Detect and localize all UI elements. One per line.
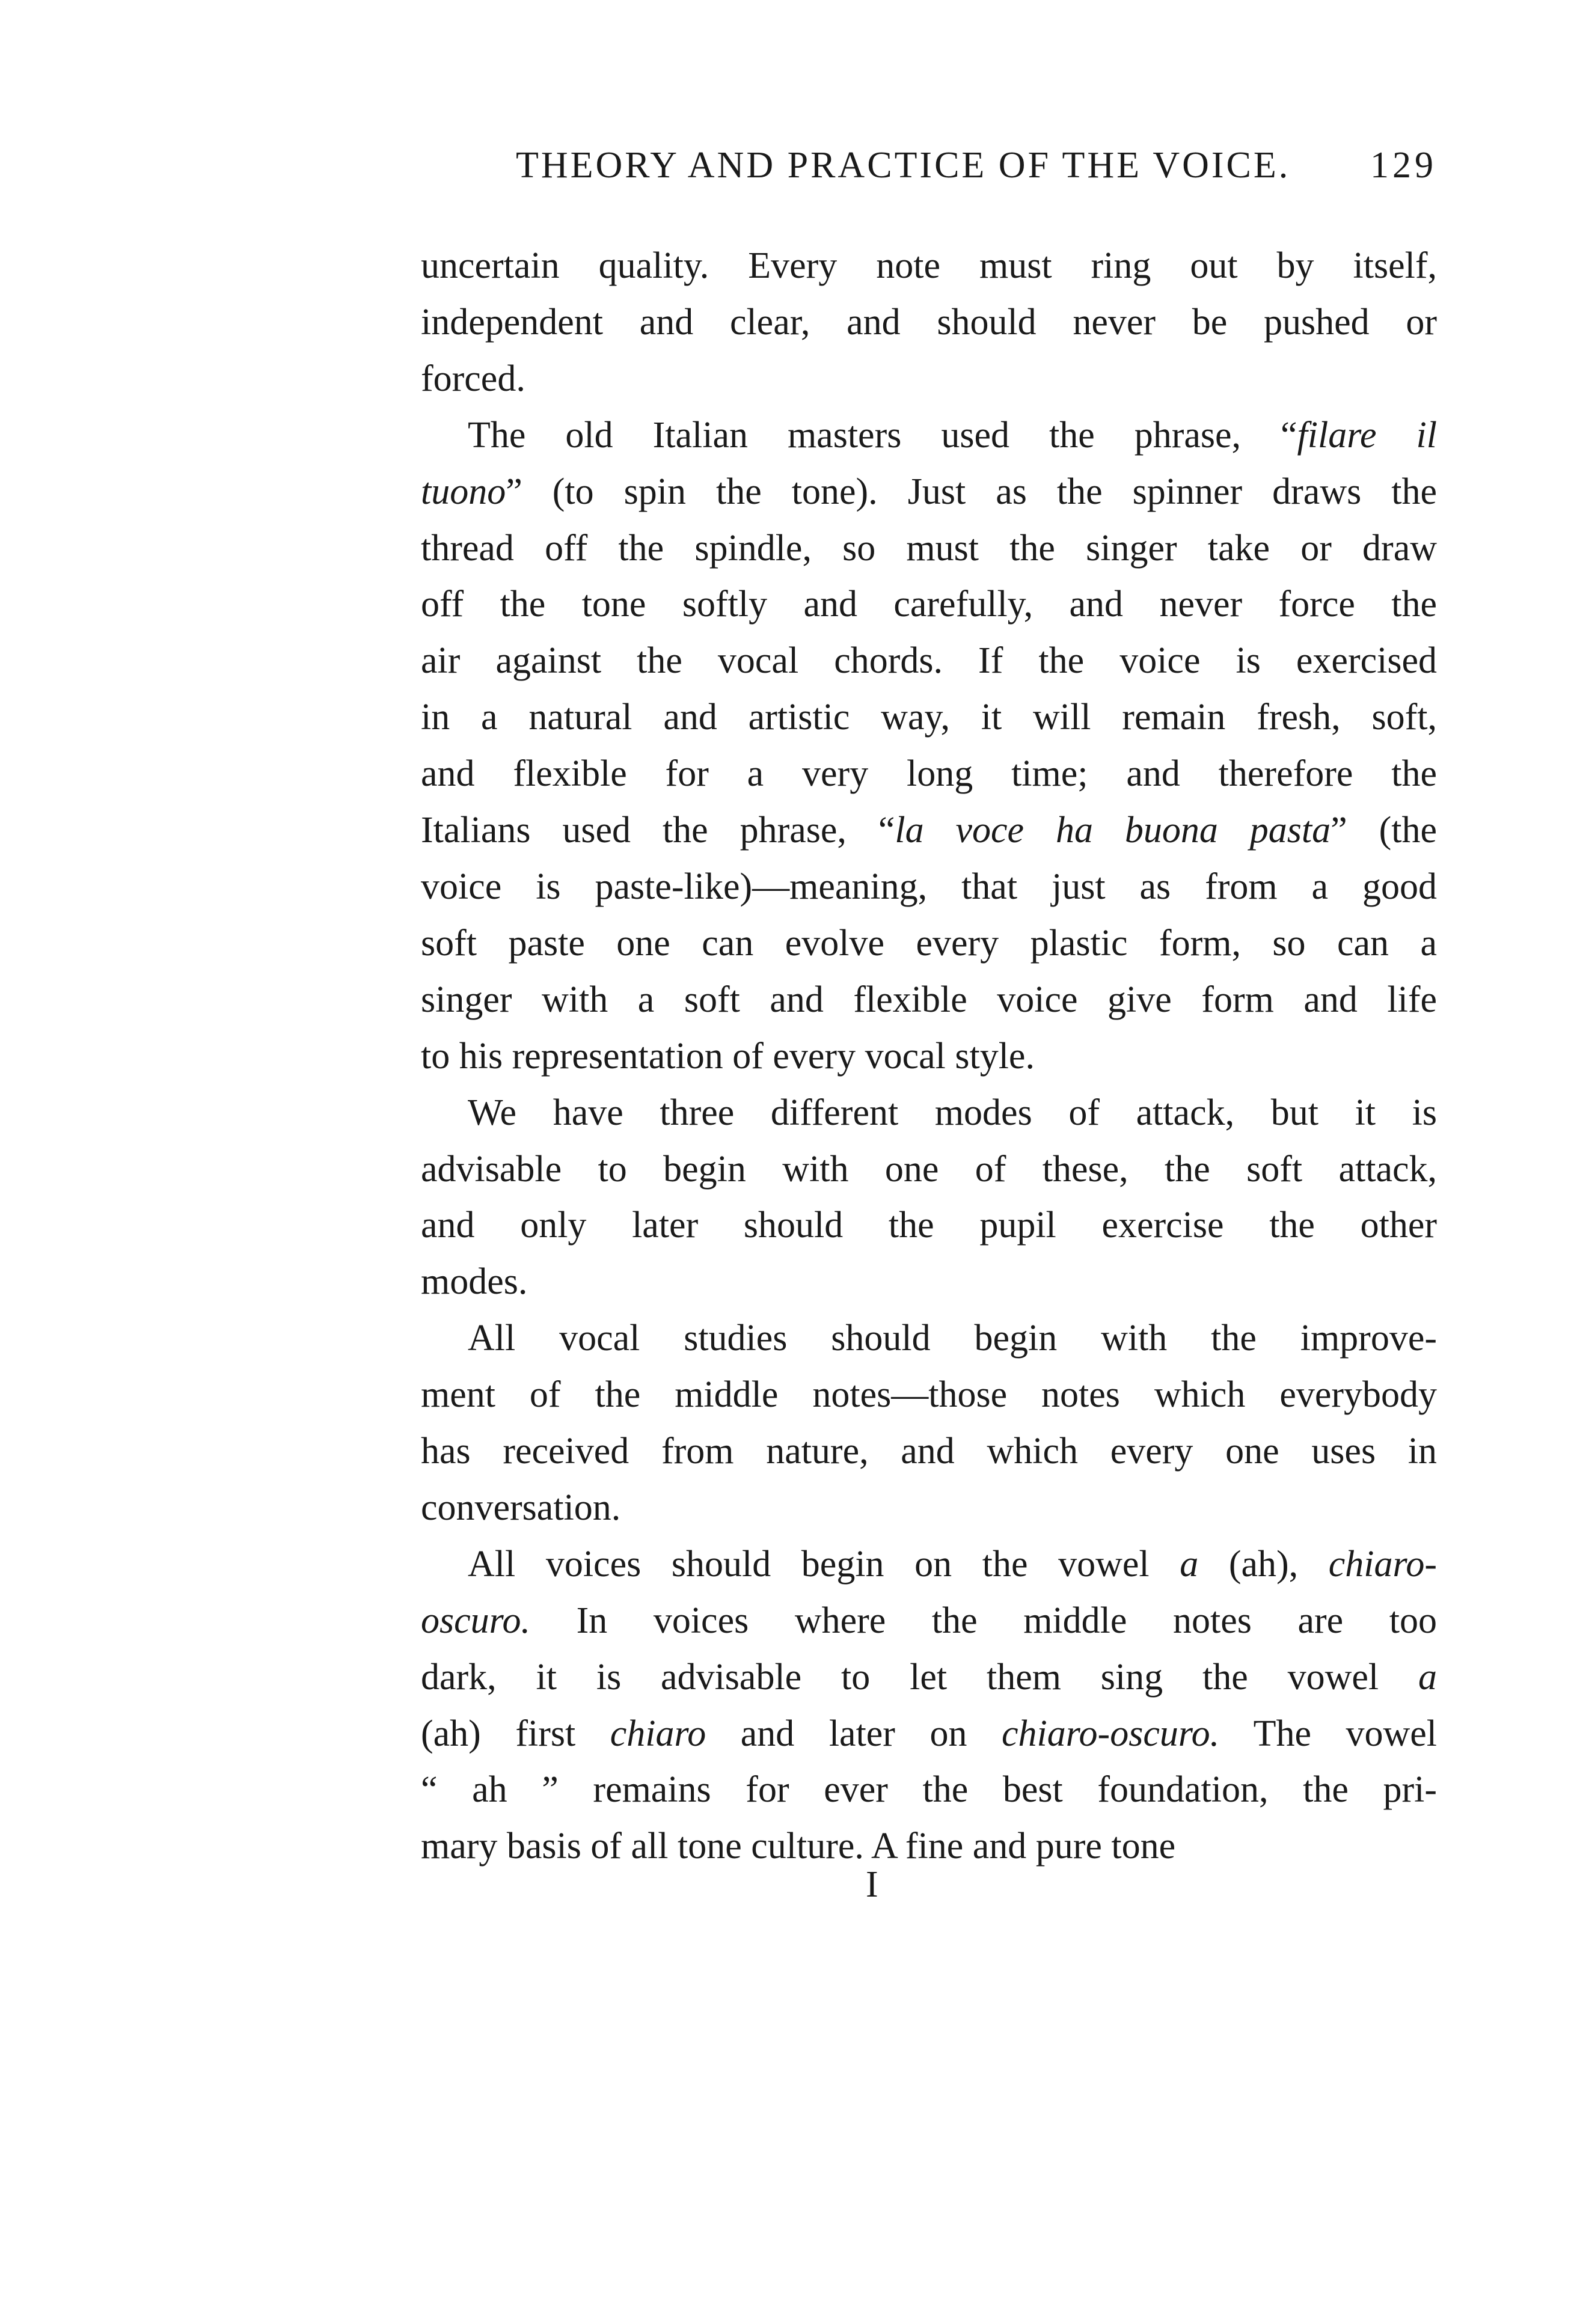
- paragraph: [421, 1085, 1437, 1311]
- text-line: [421, 1818, 1437, 1875]
- text-line: [421, 1650, 1437, 1706]
- italic-phrase: a: [1180, 1543, 1199, 1585]
- text-line: [421, 972, 1437, 1029]
- italic-phrase: chiaro: [610, 1713, 706, 1754]
- text-line: [421, 633, 1437, 690]
- text-line: [421, 408, 1437, 464]
- text-line: and only later should the pupil exercise the other: [421, 1205, 1437, 1246]
- italic-phrase: oscuro.: [421, 1600, 530, 1641]
- paragraph: [421, 1537, 1437, 1875]
- italic-phrase: la voce ha buona pasta: [895, 810, 1331, 851]
- text-line: [421, 803, 1437, 859]
- text-run: In voices where the middle notes are too: [530, 1600, 1437, 1641]
- text-run: dark, it is advisable to let them sing the vowel: [421, 1656, 1418, 1698]
- text-line: has received from nature, and which every one uses in: [421, 1431, 1437, 1472]
- text-line: independent and clear, and should never be pushed or: [421, 301, 1437, 343]
- text-line: [421, 576, 1437, 633]
- text-line: [421, 1537, 1437, 1593]
- running-head: [421, 141, 1437, 189]
- text-run: ” (the: [1331, 810, 1437, 851]
- text-run: “ ah ” remains for ever the best foundation, the pri-: [421, 1769, 1437, 1811]
- text-run: All voices should begin on the vowel: [468, 1543, 1180, 1585]
- text-line: ment of the middle notes—those notes which everybody: [421, 1374, 1437, 1416]
- text-line: modes.: [421, 1261, 528, 1303]
- text-run: soft paste one can evolve every plastic form, so can a: [421, 922, 1437, 964]
- running-title: THEORY AND PRACTICE OF THE VOICE.: [516, 145, 1291, 186]
- text-run: and flexible for a very long time; and therefore the: [421, 753, 1437, 795]
- text-run: air against the vocal chords. If the voice is exercised: [421, 640, 1437, 682]
- text-run: Italians used the phrase, “: [421, 810, 895, 851]
- text-run: in a natural and artistic way, it will remain fresh, soft,: [421, 697, 1437, 738]
- italic-phrase: filare il: [1297, 414, 1437, 456]
- text-line: We have three different modes of attack, but it is: [468, 1092, 1437, 1133]
- text-line: [421, 690, 1437, 746]
- text-line: [421, 464, 1437, 521]
- page-number: 129: [1370, 145, 1437, 186]
- text-line: [421, 1762, 1437, 1818]
- body-text: [421, 238, 1437, 1875]
- text-line: conversation.: [421, 1487, 621, 1528]
- text-line: [421, 1593, 1437, 1650]
- text-run: off the tone softly and carefully, and never force the: [421, 584, 1437, 625]
- italic-phrase: chiaro-oscuro.: [1001, 1713, 1220, 1754]
- text-run: voice is paste-like)—meaning, that just as from a good: [421, 866, 1437, 907]
- text-run: (ah),: [1198, 1543, 1329, 1585]
- text-line: [421, 746, 1437, 803]
- text-line: [421, 1706, 1437, 1763]
- signature-mark: I: [866, 1864, 878, 1905]
- paragraph: [421, 408, 1437, 1085]
- text-line: [421, 1029, 1437, 1085]
- text-line: uncertain quality. Every note must ring out by itself,: [421, 245, 1437, 286]
- text-run: (ah) first: [421, 1713, 610, 1754]
- text-run: The old Italian masters used the phrase, “: [468, 414, 1297, 456]
- text-run: thread off the spindle, so must the singer take or draw: [421, 527, 1437, 569]
- paragraph: [421, 238, 1437, 408]
- italic-phrase: tuono: [421, 471, 506, 512]
- text-line: advisable to begin with one of these, the soft attack,: [421, 1148, 1437, 1190]
- text-run: to his representation of every vocal style.: [421, 1035, 1035, 1077]
- text-line: [421, 916, 1437, 972]
- text-line: forced.: [421, 358, 525, 399]
- text-line: All vocal studies should begin with the improve-: [468, 1318, 1437, 1359]
- text-run: singer with a soft and flexible voice give form and life: [421, 979, 1437, 1020]
- paragraph: [421, 1310, 1437, 1537]
- italic-phrase: chiaro-: [1328, 1543, 1437, 1585]
- text-line: [421, 521, 1437, 577]
- text-run: mary basis of all tone culture. A fine and pure tone: [421, 1826, 1176, 1867]
- text-line: [421, 859, 1437, 916]
- text-run: ” (to spin the tone). Just as the spinner draws the: [506, 471, 1437, 512]
- text-run: and later on: [706, 1713, 1002, 1754]
- italic-phrase: a: [1418, 1656, 1437, 1698]
- text-run: The vowel: [1219, 1713, 1437, 1754]
